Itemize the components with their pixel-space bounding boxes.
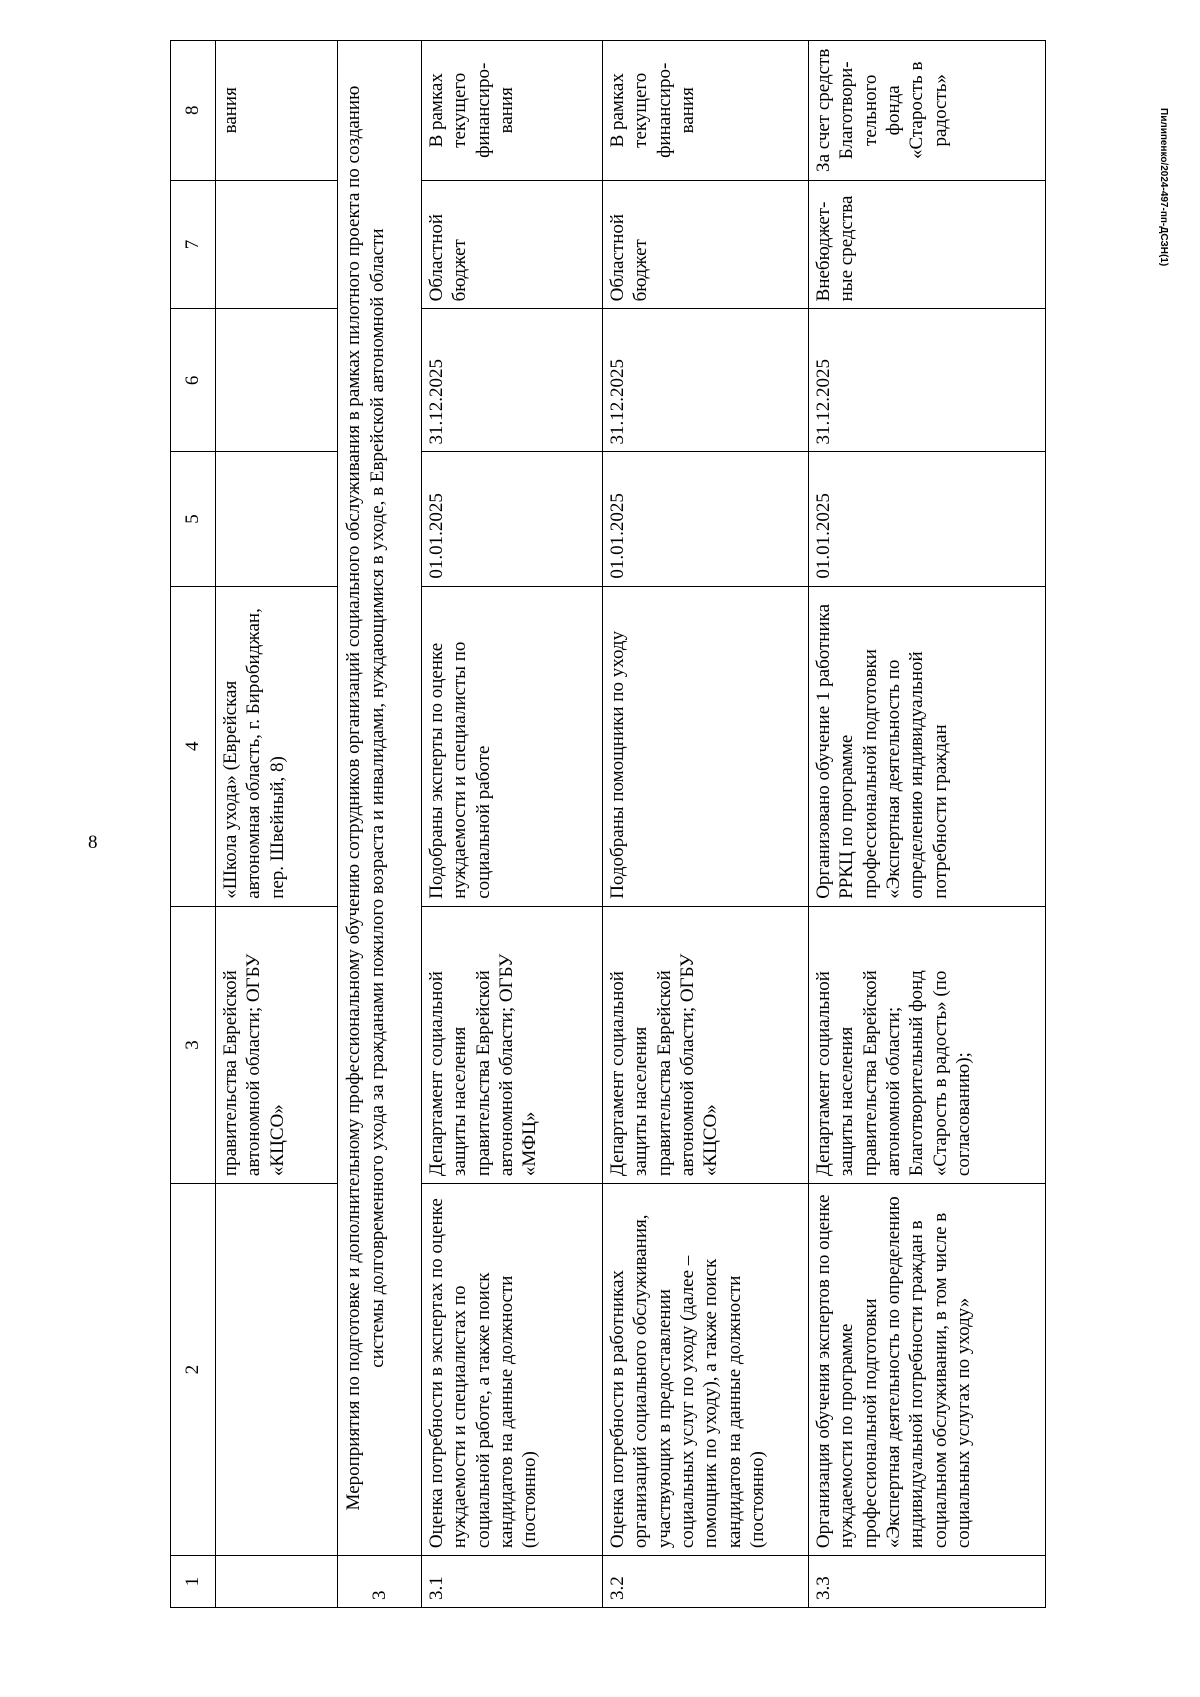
column-number-row [171, 41, 216, 1608]
measures-table-rotated [170, 40, 1046, 1608]
row-source: Внебюджет-ные средства [809, 180, 1046, 309]
cell-financing: вания [216, 41, 338, 181]
column-number: 3 [171, 906, 216, 1183]
measures-table [170, 40, 1046, 1608]
row-name: Организация обучения экспертов по оценке нуждаемости по программе профессиональной подготовки «Экспертная деятельность по определению индивидуальной потребности граждан в социальном обслуживании, в том числе в социальных услугах по уходу» [809, 1184, 1046, 1556]
table-row [422, 41, 603, 1608]
column-number: 4 [171, 586, 216, 906]
cell-responsible: правительства Еврейской автономной области; ОГБУ «КЦСО» [216, 906, 338, 1183]
row-source: Областной бюджет [603, 180, 809, 309]
row-source: Областной бюджет [422, 180, 603, 309]
row-name: Оценка потребности в экспертах по оценке нуждаемости и специалистах по социальной работе, а также поиск кандидатов на данные должности (постоянно) [422, 1184, 603, 1556]
row-start-date: 01.01.2025 [422, 452, 603, 586]
row-result: Подобраны помощники по уходу [603, 586, 809, 906]
row-responsible: Департамент социальной защиты населения правительства Еврейской автономной области; Благотворительный фонд «Старость в радость» (по согласованию); [809, 906, 1046, 1183]
section-title: Мероприятия по подготовке и дополнительному профессиональному обучению сотрудников организаций социального обслуживания в рамках пилотного проекта по созданию системы долговременного ухода за гражданами пожилого возраста и инвалидами, нуждающимися в уходе, в Еврейской автономной области [338, 41, 422, 1556]
continuation-row [216, 41, 338, 1608]
row-number: 3.3 [809, 1556, 1046, 1608]
row-number: 3.2 [603, 1556, 809, 1608]
cell-number [216, 1556, 338, 1608]
row-start-date: 01.01.2025 [603, 452, 809, 586]
column-number: 8 [171, 41, 216, 181]
row-end-date: 31.12.2025 [809, 309, 1046, 452]
row-name: Оценка потребности в работниках организаций социального обслуживания, участвующих в предоставлении социальных услуг по уходу (далее – помощник по уходу), а также поиск кандидатов на данные должности (постоянно) [603, 1184, 809, 1556]
column-number: 6 [171, 309, 216, 452]
document-code-text: Пилипенко/2024-497-пп-ДСЗН(1) [1158, 108, 1169, 267]
row-end-date: 31.12.2025 [422, 309, 603, 452]
row-number: 3.1 [422, 1556, 603, 1608]
table-row [809, 41, 1046, 1608]
column-number: 2 [171, 1184, 216, 1556]
column-number: 1 [171, 1556, 216, 1608]
cell-name [216, 1184, 338, 1556]
table-row [603, 41, 809, 1608]
section-row [338, 41, 422, 1608]
row-responsible: Департамент социальной защиты населения правительства Еврейской автономной области; ОГБУ «КЦСО» [603, 906, 809, 1183]
column-number: 7 [171, 180, 216, 309]
row-result: Организовано обучение 1 работника РРКЦ по программе профессиональной подготовки «Экспертная деятельность по определению индивидуальной потребности граждан [809, 586, 1046, 906]
column-number: 5 [171, 452, 216, 586]
row-responsible: Департамент социальной защиты населения правительства Еврейской автономной области; ОГБУ «МФЦ» [422, 906, 603, 1183]
section-number: 3 [338, 1556, 422, 1608]
cell-end [216, 309, 338, 452]
row-financing: За счет средств Благотвори-тельного фонда «Старость в радость» [809, 41, 1046, 181]
row-financing: В рамках текущего финансиро-вания [422, 41, 603, 181]
row-financing: В рамках текущего финансиро-вания [603, 41, 809, 181]
cell-result: «Школа ухода» (Еврейская автономная область, г. Биробиджан, пер. Швейный, 8) [216, 586, 338, 906]
row-start-date: 01.01.2025 [809, 452, 1046, 586]
row-end-date: 31.12.2025 [603, 309, 809, 452]
row-result: Подобраны эксперты по оценке нуждаемости и специалисты по социальной работе [422, 586, 603, 906]
cell-start [216, 452, 338, 586]
page-number: 8 [88, 832, 98, 853]
cell-source [216, 180, 338, 309]
